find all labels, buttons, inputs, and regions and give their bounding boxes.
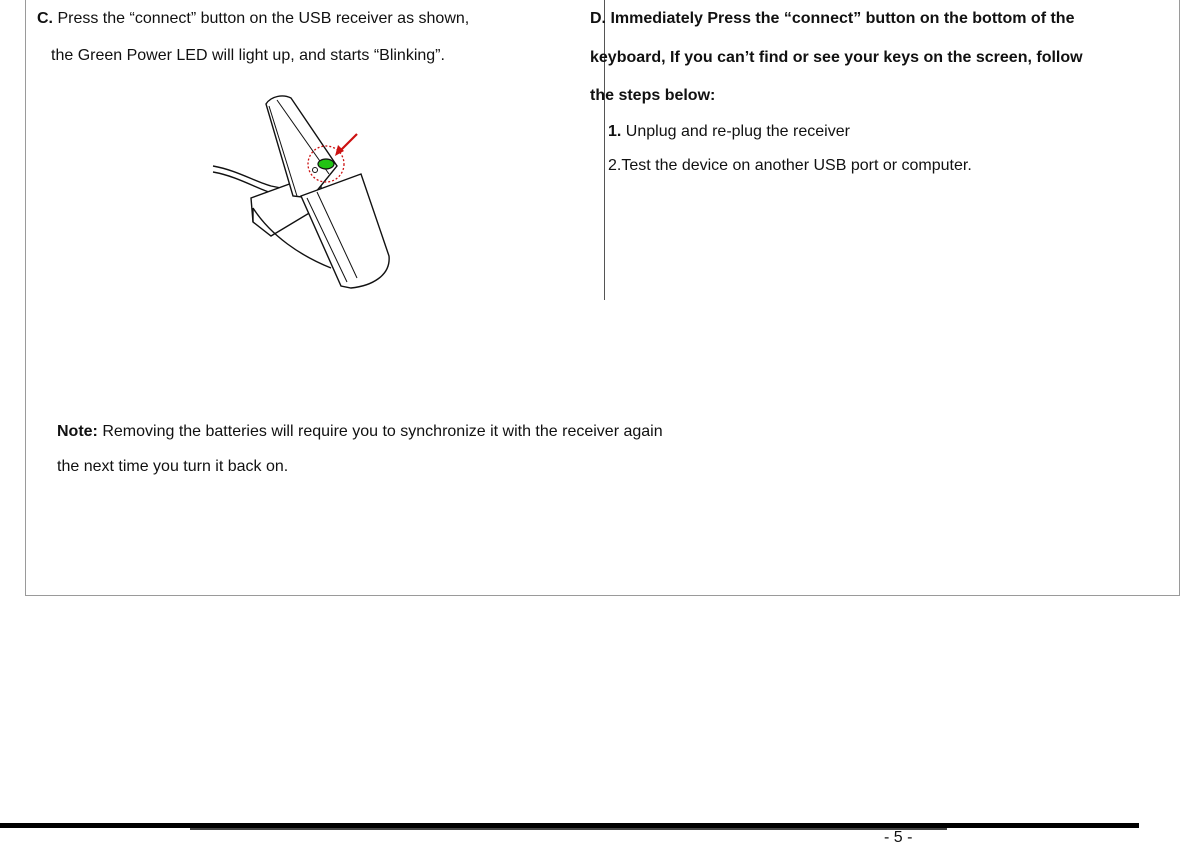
step-d-heading-line2: keyboard, If you can’t find or see your keys on the screen, follow	[590, 49, 1083, 66]
step-c-letter: C.	[37, 10, 53, 27]
footer-rule-accent	[190, 828, 947, 830]
page-number: - 5 -	[884, 829, 913, 846]
note-line1	[57, 422, 663, 442]
step-c-line1	[37, 9, 469, 29]
step-d-heading-line3: the steps below:	[590, 87, 716, 104]
note-line2: the next time you turn it back on.	[57, 458, 289, 475]
step-d-item-1	[608, 122, 850, 142]
step-c-line2: the Green Power LED will light up, and starts “Blinking”.	[51, 47, 445, 64]
step-c-text: Press the “connect” button on the USB receiver as shown,	[57, 10, 470, 27]
note-text: Removing the batteries will require you to synchronize it with the receiver again	[102, 423, 663, 440]
column-divider	[604, 0, 605, 300]
step-d-heading-line1: D. Immediately Press the “connect” button on the bottom of the	[590, 10, 1075, 27]
usb-receiver-icon	[211, 86, 393, 290]
note-label: Note:	[57, 423, 98, 440]
step-d-item-1-number: 1.	[608, 123, 622, 140]
step-d-item-1-text: Unplug and re-plug the receiver	[625, 123, 850, 140]
step-d-item-2: 2.Test the device on another USB port or computer.	[608, 157, 972, 174]
